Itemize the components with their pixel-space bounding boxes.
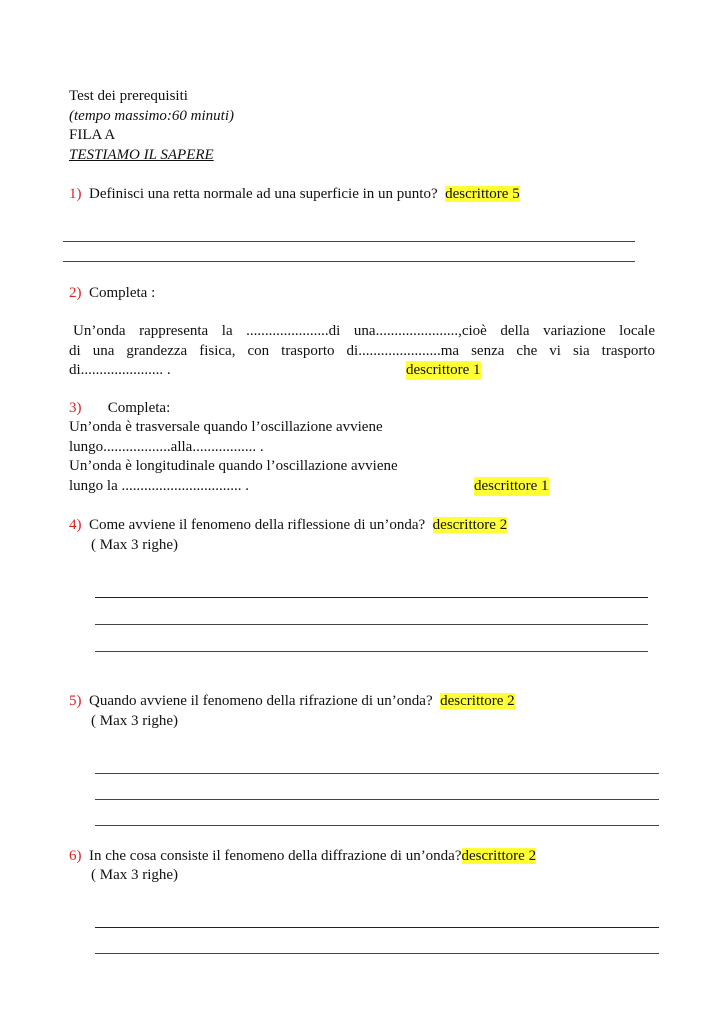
question-1-text: Definisci una retta normale ad una superficie in un punto? xyxy=(89,186,438,202)
question-3-line-2: lungo..................alla................. . xyxy=(69,439,264,455)
question-3 xyxy=(69,399,170,418)
question-1-descriptor: descrittore 5 xyxy=(445,186,520,202)
time-limit: (tempo massimo:60 minuti) xyxy=(69,108,234,124)
question-2-descriptor: descrittore 1 xyxy=(406,362,481,378)
section-subtitle: TESTIAMO IL SAPERE xyxy=(69,147,214,163)
question-6-note: ( Max 3 righe) xyxy=(91,867,179,883)
question-3-text: Completa: xyxy=(107,400,171,416)
question-1-number: 1) xyxy=(69,186,82,202)
answer-line[interactable] xyxy=(95,927,659,928)
answer-line[interactable] xyxy=(95,825,659,826)
answer-line[interactable] xyxy=(95,651,648,652)
answer-line[interactable] xyxy=(95,597,648,598)
question-2-line-1: Un’onda rappresenta la ......................di una......................,cioè della variazione locale xyxy=(73,323,655,339)
question-6-descriptor: descrittore 2 xyxy=(461,848,537,864)
question-2-number: 2) xyxy=(69,285,82,301)
answer-line[interactable] xyxy=(95,773,659,774)
answer-line[interactable] xyxy=(63,241,635,242)
question-5-note: ( Max 3 righe) xyxy=(91,713,179,729)
question-4 xyxy=(69,516,507,535)
answer-line[interactable] xyxy=(95,799,659,800)
question-5 xyxy=(69,692,515,711)
answer-line[interactable] xyxy=(95,624,648,625)
question-5-number: 5) xyxy=(69,693,82,709)
question-3-line-1: Un’onda è trasversale quando l’oscillazione avviene xyxy=(69,419,383,435)
question-2-line-2: di una grandezza fisica, con trasporto di......................ma senza che vi sia trasporto xyxy=(69,343,655,359)
question-5-text: Quando avviene il fenomeno della rifrazione di un’onda? xyxy=(89,693,433,709)
question-2 xyxy=(69,284,155,303)
question-2-line-3: di...................... . xyxy=(69,362,171,378)
question-2-text: Completa : xyxy=(89,285,156,301)
question-6-text: In che cosa consiste il fenomeno della diffrazione di un’onda? xyxy=(89,848,462,864)
question-3-descriptor: descrittore 1 xyxy=(474,478,549,494)
page-title: Test dei prerequisiti xyxy=(69,88,188,104)
question-3-line-3: Un’onda è longitudinale quando l’oscillazione avviene xyxy=(69,458,398,474)
question-1 xyxy=(69,185,520,204)
question-6 xyxy=(69,847,536,866)
question-4-descriptor: descrittore 2 xyxy=(432,517,508,533)
question-3-line-4: lungo la ................................ . xyxy=(69,478,249,494)
question-3-number: 3) xyxy=(69,400,82,416)
question-4-number: 4) xyxy=(69,517,82,533)
question-6-number: 6) xyxy=(69,848,82,864)
row-label: FILA A xyxy=(69,127,116,143)
answer-line[interactable] xyxy=(95,953,659,954)
question-5-descriptor: descrittore 2 xyxy=(440,693,515,709)
question-4-text: Come avviene il fenomeno della riflessione di un’onda? xyxy=(89,517,426,533)
answer-line[interactable] xyxy=(63,261,635,262)
question-4-note: ( Max 3 righe) xyxy=(91,537,179,553)
